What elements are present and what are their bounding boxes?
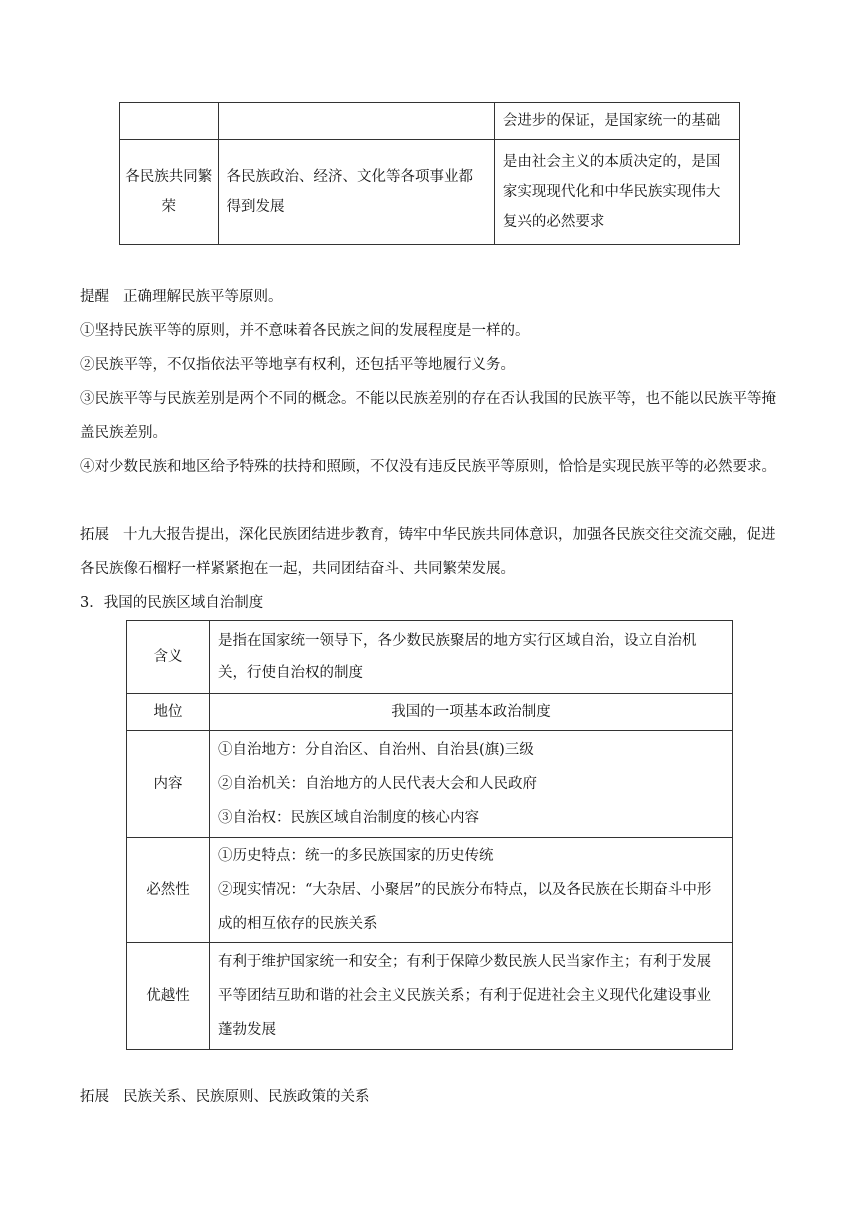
extension-paragraph: [80, 518, 786, 586]
table-cell: [218, 103, 494, 140]
reminder-heading: [80, 280, 786, 314]
reminder-item: ②民族平等，不仅指依法平等地享有权利，还包括平等地履行义务。: [80, 357, 515, 373]
table-cell: [210, 731, 733, 838]
section-title: 3．我国的民族区域自治制度: [80, 595, 264, 611]
extension-tag: 拓展: [80, 1089, 109, 1105]
table-cell: [120, 103, 219, 140]
table-cell: 是由社会主义的本质决定的，是国家实现现代化和中华民族实现伟大复兴的必然要求: [494, 140, 739, 245]
table-cell: 各民族政治、经济、文化等各项事业都得到发展: [218, 140, 494, 245]
table-row: [127, 838, 733, 943]
reminder-item: ④对少数民族和地区给予特殊的扶持和照顾，不仅没有违反民族平等原则，恰恰是实现民族平等的必然要求。: [80, 459, 776, 475]
table-row: [127, 731, 733, 838]
cell-line: ②现实情况：“大杂居、小聚居”的民族分布特点，以及各民族在长期奋斗中形成的相互依存的民族关系: [218, 882, 712, 932]
reminder-title: 正确理解民族平等原则。: [123, 289, 283, 305]
reminder-item: ①坚持民族平等的原则，并不意味着各民族之间的发展程度是一样的。: [80, 323, 530, 339]
table-row: [127, 694, 733, 731]
reminder-tag: 提醒: [80, 289, 109, 305]
table-row: [120, 103, 740, 140]
autonomy-system-table: [126, 620, 733, 1050]
row-header: 内容: [127, 731, 210, 838]
cell-line: ②自治机关：自治地方的人民代表大会和人民政府: [218, 776, 537, 792]
row-header: 必然性: [127, 838, 210, 943]
extension-text: 民族关系、民族原则、民族政策的关系: [123, 1089, 370, 1105]
table-row: [120, 140, 740, 245]
table-row: [127, 943, 733, 1050]
table-cell: 有利于维护国家统一和安全；有利于保障少数民族人民当家作主；有利于发展平等团结互助和谐的社会主义民族关系；有利于促进社会主义现代化建设事业蓬勃发展: [210, 943, 733, 1050]
table-row: [127, 621, 733, 694]
reminder-item: ③民族平等与民族差别是两个不同的概念。不能以民族差别的存在否认我国的民族平等，也不能以民族平等掩盖民族差别。: [80, 391, 776, 441]
cell-line: ①历史特点：统一的多民族国家的历史传统: [218, 848, 494, 864]
principles-table: [119, 102, 740, 245]
extension-tag: 拓展: [80, 527, 109, 543]
cell-line: ③自治权：民族区域自治制度的核心内容: [218, 810, 479, 826]
table-cell: 各民族共同繁荣: [120, 140, 219, 245]
table-cell: 是指在国家统一领导下，各少数民族聚居的地方实行区域自治，设立自治机关，行使自治权的制度: [210, 621, 733, 694]
cell-line: ①自治地方：分自治区、自治州、自治县(旗)三级: [218, 742, 534, 758]
extension-text: 十九大报告提出，深化民族团结进步教育，铸牢中华民族共同体意识，加强各民族交往交流交融，促进各民族像石榴籽一样紧紧抱在一起，共同团结奋斗、共同繁荣发展。: [80, 527, 776, 577]
row-header: 含义: [127, 621, 210, 694]
table-cell: [210, 838, 733, 943]
row-header: 地位: [127, 694, 210, 731]
table-cell: 会进步的保证，是国家统一的基础: [494, 103, 739, 140]
row-header: 优越性: [127, 943, 210, 1050]
table-cell: 我国的一项基本政治制度: [210, 694, 733, 731]
extension-paragraph: [80, 1080, 786, 1114]
